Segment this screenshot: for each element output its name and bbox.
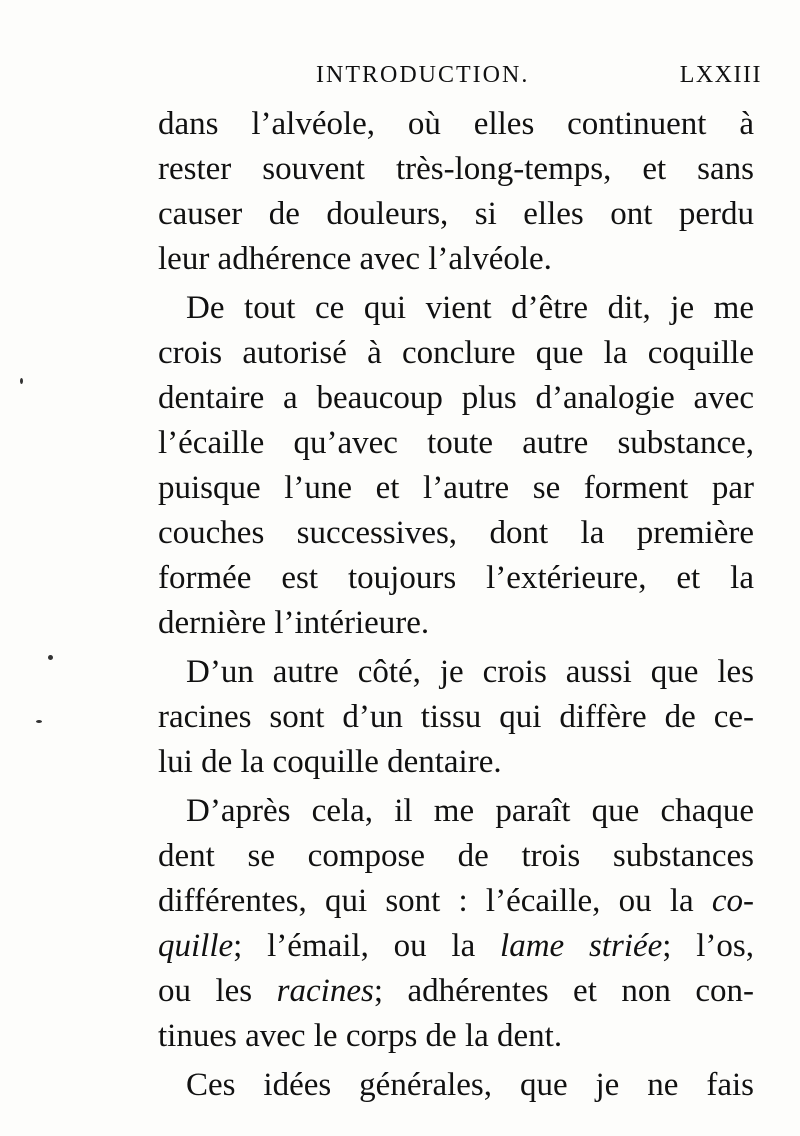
italic-segment: racines — [276, 973, 374, 1009]
text-line: lui de la coquille dentaire. — [158, 744, 502, 780]
text-line: racines sont d’un tissu qui diffère de ce- — [158, 699, 754, 735]
text-line — [158, 924, 754, 969]
running-title: INTRODUCTION. — [316, 62, 530, 88]
text-segment: ; l’os, — [662, 928, 755, 964]
text-line — [158, 879, 754, 924]
italic-segment: lame striée — [500, 928, 663, 964]
text-line: l’écaille qu’avec toute autre substance, — [158, 425, 754, 461]
paragraph-first-line: Ces idées générales, que je ne fais — [186, 1067, 754, 1103]
italic-segment: quille — [158, 928, 234, 964]
running-header — [316, 62, 762, 94]
italic-segment: co- — [711, 883, 755, 919]
text-segment: ou les — [158, 973, 253, 1009]
text-line: dentaire a beaucoup plus d’analogie avec — [158, 380, 754, 416]
paragraph-first-line: D’un autre côté, je crois aussi que les — [186, 654, 754, 690]
text-line: causer de douleurs, si elles ont perdu — [158, 196, 754, 232]
text-line: leur adhérence avec l’alvéole. — [158, 241, 552, 277]
text-line: dernière l’intérieure. — [158, 605, 430, 641]
text-segment: ; adhérentes et non con- — [373, 973, 754, 1009]
ink-speck — [48, 655, 53, 660]
text-line: tinues avec le corps de la dent. — [158, 1018, 563, 1054]
text-line: crois autorisé à conclure que la coquille — [158, 335, 754, 371]
text-line: couches successives, dont la première — [158, 515, 754, 551]
text-segment: ; l’émail, ou la — [233, 928, 476, 964]
body-text — [158, 102, 754, 1108]
ink-speck — [20, 378, 23, 384]
text-line: puisque l’une et l’autre se forment par — [158, 470, 754, 506]
text-line: dent se compose de trois substances — [158, 838, 754, 874]
text-line: rester souvent très-long-temps, et sans — [158, 151, 754, 187]
text-segment: différentes, qui sont : l’écaille, ou la — [158, 883, 694, 919]
text-line: formée est toujours l’extérieure, et la — [158, 560, 754, 596]
ink-speck — [36, 720, 42, 723]
paragraph-first-line: D’après cela, il me paraît que chaque — [186, 793, 754, 829]
paragraph-first-line: De tout ce qui vient d’être dit, je me — [186, 290, 754, 326]
text-line: dans l’alvéole, où elles continuent à — [158, 106, 754, 142]
text-line — [158, 969, 754, 1014]
page-number: LXXIII — [679, 62, 762, 88]
